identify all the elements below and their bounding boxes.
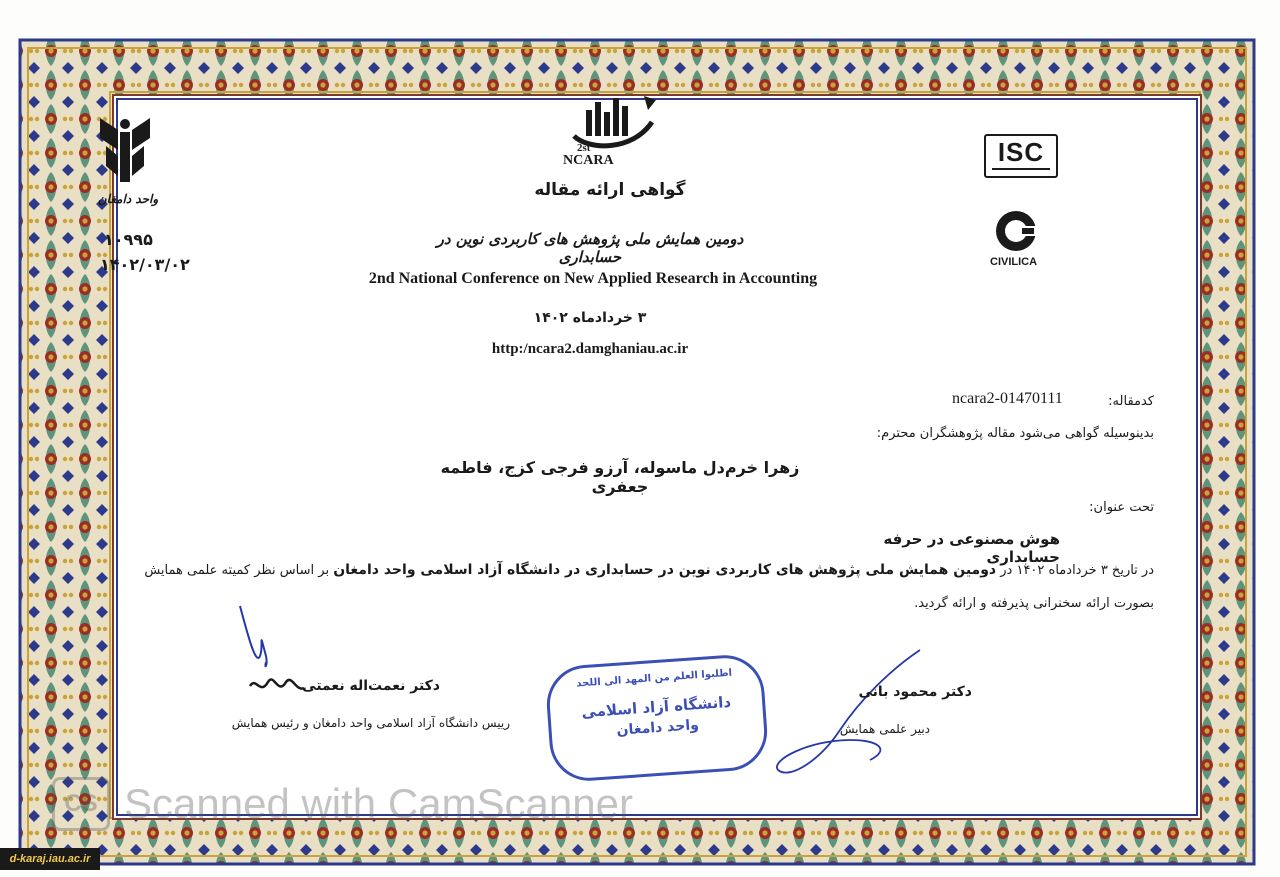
left-signature: [220, 596, 340, 736]
certificate-number: ۱۰۹۹۵: [104, 230, 153, 249]
paper-title: هوش مصنوعی در حرفه حسابداری: [883, 530, 1060, 566]
body-prefix: در تاریخ ۳ خردادماه ۱۴۰۲ در: [1000, 563, 1154, 578]
code-label: کدمقاله:: [1108, 394, 1154, 409]
body-bold: دومین همایش ملی پژوهش های کاربردی نوین در حسابداری در دانشگاه آزاد اسلامی واحد دامغان: [333, 562, 997, 578]
stamp-sub: واحد دامغان: [616, 717, 700, 739]
left-signer-name: دکتر نعمت‌اله نعمتی: [302, 678, 440, 694]
civilica-logo-icon: [992, 208, 1040, 254]
conference-url: http:/ncara2.damghaniau.ac.ir: [491, 341, 689, 357]
university-caption: واحد دامغان: [97, 192, 159, 206]
stamp-motto: اطلبوا العلم من المهد الی اللحد: [576, 667, 733, 690]
authors: زهرا خرم‌دل ماسوله، آرزو فرجی کزج، فاطمه جعفری: [440, 458, 800, 496]
body-line-1: [120, 562, 1154, 578]
issue-date: ۱۴۰۲/۰۳/۰۲: [100, 255, 190, 274]
body-suffix: بر اساس نظر کمیته علمی همایش: [144, 563, 330, 578]
university-logo-icon: [96, 112, 154, 192]
ncara-name: NCARA: [563, 153, 614, 168]
camscanner-icon: CS: [52, 777, 110, 831]
civilica-caption: CIVILICA: [990, 256, 1038, 268]
intro-text: بدینوسیله گواهی می‌شود مقاله پژوهشگران محترم:: [876, 426, 1154, 441]
isc-logo-underline: [992, 168, 1050, 170]
conference-name-en: 2nd National Conference on New Applied Research in Accounting: [368, 270, 818, 287]
ncara-ordinal: 2st: [577, 142, 591, 154]
left-signer-role: رییس دانشگاه آزاد اسلامی واحد دامغان و رئیس همایش: [231, 716, 510, 730]
right-signature: [770, 640, 940, 790]
conference-name-fa: دومین همایش ملی پژوهش های کاربردی نوین در حسابداری: [436, 230, 744, 266]
footer-domain: d-karaj.iau.ac.ir: [0, 848, 100, 870]
body-line-2: بصورت ارائه سخنرانی پذیرفته و ارائه گردید.: [914, 596, 1154, 611]
isc-logo: [984, 134, 1058, 178]
code-value: ncara2-01470111: [952, 390, 1063, 407]
conference-date: ۳ خردادماه ۱۴۰۲: [533, 310, 647, 326]
right-signer-role: دبیر علمی همایش: [839, 722, 930, 736]
stamp-main: دانشگاه آزاد اسلامی: [580, 692, 732, 722]
subject-label: تحت عنوان:: [1089, 500, 1154, 515]
right-signer-name: دکتر محمود بانی: [858, 684, 972, 700]
certificate-title: گواهی ارائه مقاله: [534, 180, 686, 200]
scanner-watermark: [52, 776, 633, 832]
watermark-text: Scanned with CamScanner: [124, 780, 633, 827]
isc-logo-text: ISC: [997, 137, 1045, 167]
official-stamp: [544, 653, 770, 784]
